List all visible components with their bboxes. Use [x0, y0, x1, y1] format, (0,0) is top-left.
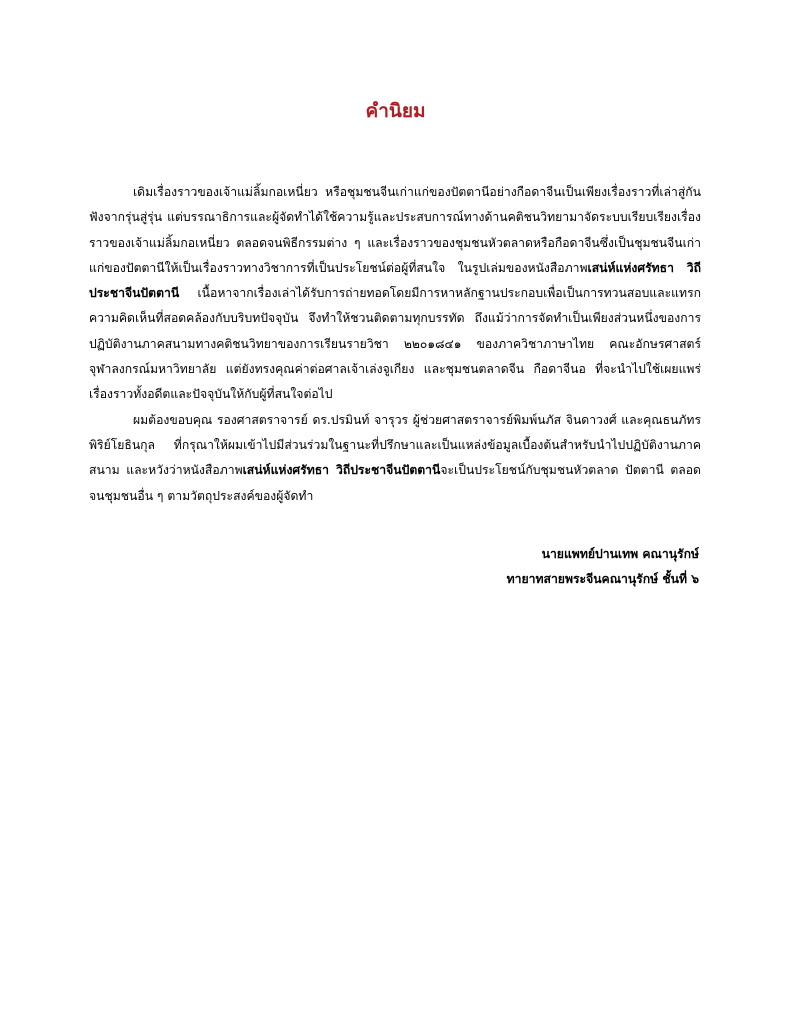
signature-name: นายแพทย์ปานเทพ คณานุรักษ์ [541, 547, 699, 561]
paragraph-1-book-title: เสน่ห์แห่งศรัทธา วิถีประชาจีนปัตตานี [89, 260, 702, 301]
signature-block [339, 542, 699, 592]
body-text [89, 180, 701, 509]
paragraph-1-text-b: เนื้อหาจากเรื่องเล่าได้รับการถ่ายทอดโดยมีการหาหลักฐานประกอบเพื่อเป็นการทวนสอบและแทรกความคิดเห็นที่สอดคล้องกับบริบทปัจจุบัน จึงทำให้ชวนติดตามทุกบรรทัด ถึงแม้ว่าการจัดทำเป็นเพียงส่วนหนึ่งของการปฏิบัติงานภาคสนามทางคติชนวิทยาของการเรียนรายวิชา ๒๒๐๑๘๔๑ ของภาควิชาภาษาไทย คณะอักษรศาสตร์ จุฬาลงกรณ์มหาวิทยาลัย แต่ยังทรงคุณค่าต่อศาลเจ้าเล่งจูเกียง และชุมชนตลาดจีน กือดาจีนอ ที่จะนำไปใช้เผยแพร่เรื่องราวทั้งอดีตและปัจจุบันให้กับผู้ที่สนใจต่อไป [89, 286, 701, 402]
paragraph-1 [89, 180, 701, 408]
signature-position: ทายาทสายพระจีนคณานุรักษ์ ชั้นที่ ๖ [506, 572, 699, 586]
paragraph-2-book-title: เสน่ห์แห่งศรัทธา วิถีประชาจีนปัตตานี [242, 463, 441, 478]
paragraph-2-text-b: จะเป็นประโยชน์กับชุมชนหัวตลาด ปัตตานี ตลอดจนชุมชนอื่น ๆ ตามวัตถุประสงค์ของผู้จัดทำ [89, 463, 701, 503]
paragraph-2 [89, 408, 701, 509]
paragraph-1-text-a: เดิมเรื่องราวของเจ้าแม่ลิ้มกอเหนี่ยว หรือชุมชนจีนเก่าแก่ของปัตตานีอย่างกือดาจีนเป็นเพียงเรื่องราวที่เล่าสู่กันฟังจากรุ่นสู่รุ่น แต่บรรณาธิการและผู้จัดทำได้ใช้ความรู้และประสบการณ์ทางด้านคติชนวิทยามาจัดระบบเรียบเรียงเรื่องราวของเจ้าแม่ลิ้มกอเหนี่ยว ตลอดจนพิธีกรรมต่าง ๆ และเรื่องราวของชุมชนหัวตลาดหรือกือดาจีนซึ่งเป็นชุมชนจีนเก่าแก่ของปัตตานีให้เป็นเรื่องราวทางวิชาการที่เป็นประโยชน์ต่อผู้ที่สนใจ ในรูปเล่มของหนังสือภาพ [89, 185, 701, 275]
page-title: คำนิยม [365, 100, 426, 122]
paragraph-2-text-a: ผมต้องขอบคุณ รองศาสตราจารย์ ดร.ปรมินท์ จารุวร ผู้ช่วยศาสตราจารย์พิมพ์นภัส จินดาวงศ์ และคุณธนภัทร พิริย์โยธินกุล ที่กรุณาให้ผมเข้าไปมีส่วนร่วมในฐานะที่ปรึกษาและเป็นแหล่งข้อมูลเบื้องต้นสำหรับนำไปปฏิบัติงานภาคสนาม และหวังว่าหนังสือภาพ [89, 412, 701, 478]
